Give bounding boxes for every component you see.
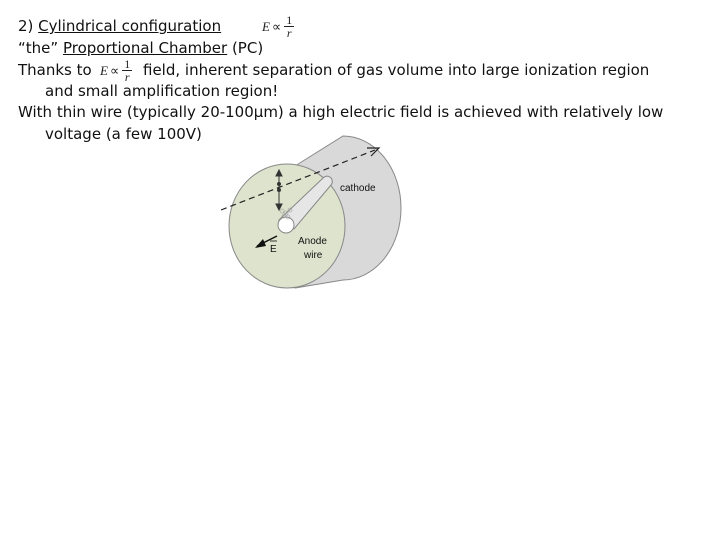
anode-label-line1: Anode	[298, 236, 327, 247]
thin-wire-line: With thin wire (typically 20-100μm) a high electric field is achieved with relatively low	[18, 103, 664, 121]
thanks-line	[18, 60, 92, 80]
subtitle-line	[18, 38, 263, 58]
thanks-suffix: field, inherent separation of gas volume into large ionization region	[143, 61, 650, 79]
thanks-prefix: Thanks to	[18, 61, 92, 79]
pc-abbr: (PC)	[227, 39, 264, 57]
field-formula-inline: E ∝ $\frac{1}{r}$	[100, 57, 131, 84]
heading-title: Cylindrical configuration	[38, 17, 222, 35]
field-label: E	[270, 244, 277, 255]
formula-lhs: E	[262, 18, 270, 34]
formula-op: ∝	[271, 18, 282, 34]
voltage-line: voltage (a few 100V)	[45, 125, 202, 143]
formula-num: 1	[286, 13, 293, 27]
anode-label-line2: wire	[304, 250, 323, 261]
field-formula-top	[262, 14, 294, 39]
formula-den: r	[286, 26, 292, 40]
formula-fraction	[284, 14, 294, 39]
amplification-line: and small amplification region!	[45, 82, 279, 100]
thanks-suffix-line	[143, 60, 649, 80]
quote-the: “the”	[18, 39, 59, 57]
cathode-label: cathode	[340, 183, 376, 194]
cylindrical-chamber-diagram	[215, 128, 405, 298]
heading-prefix: 2)	[18, 17, 39, 35]
proportional-chamber-link: Proportional Chamber	[62, 39, 228, 57]
heading-line	[18, 16, 221, 36]
